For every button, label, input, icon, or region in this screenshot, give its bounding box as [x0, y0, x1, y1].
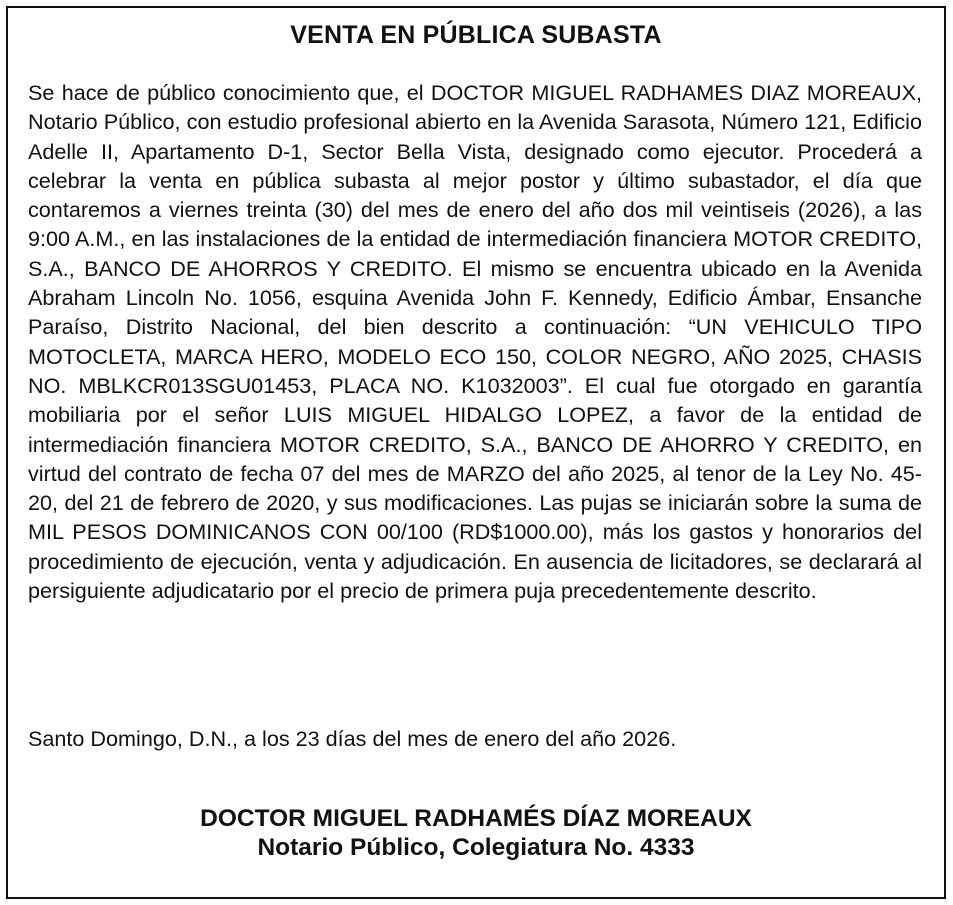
notice-body: Se hace de público conocimiento que, el DOCTOR MIGUEL RADHAMES DIAZ MOREAUX, Notario Público, con estudio profesional abierto en la Avenida Sarasota, Número 121, Edificio Adelle II, Apartamento D-1, Sector Bella Vista, designado como ejecutor. Procederá a celebrar la venta en pública subasta al mejor postor y último subastador, el día que contaremos a viernes treinta (30) del mes de enero del año dos mil veintiseis (2026), a las 9:00 A.M., en las instalaciones de la entidad de intermediación financiera MOTOR CREDITO, S.A., BANCO DE AHORROS Y CREDITO. El mismo se encuentra ubicado en la Avenida Abraham Lincoln No. 1056, esquina Avenida John F. Kennedy, Edificio Ámbar, Ensanche Paraíso, Distrito Nacional, del bien descrito a continuación: “UN VEHICULO TIPO MOTOCLETA, MARCA HERO, MODELO ECO 150, COLOR NEGRO, AÑO 2025, CHASIS NO. MBLKCR013SGU01453, PLACA NO. K1032003”. El cual fue otorgado en garantía mobiliaria por el señor LUIS MIGUEL HIDALGO LOPEZ, a favor de la entidad de intermediación financiera MOTOR CREDITO, S.A., BANCO DE AHORRO Y CREDITO, en virtud del contrato de fecha 07 del mes de MARZO del año 2025, al tenor de la Ley No. 45-20, del 21 de febrero de 2020, y sus modificaciones. Las pujas se iniciarán sobre la suma de MIL PESOS DOMINICANOS CON 00/100 (RD$1000.00), más los gastos y honorarios del procedimiento de ejecución, venta y adjudicación. En ausencia de licitadores, se declarará al persiguiente adjudicatario por el precio de primera puja precedentemente descrito. [28, 80, 922, 604]
notice-title: VENTA EN PÚBLICA SUBASTA [290, 21, 662, 49]
signature-name: DOCTOR MIGUEL RADHAMÉS DÍAZ MOREAUX [200, 805, 752, 832]
signature-title: Notario Público, Colegiatura No. 4333 [257, 834, 695, 861]
signature-block [8, 804, 944, 862]
notice-date-line: Santo Domingo, D.N., a los 23 días del mes de enero del año 2026. [28, 726, 677, 751]
auction-notice [6, 6, 946, 899]
